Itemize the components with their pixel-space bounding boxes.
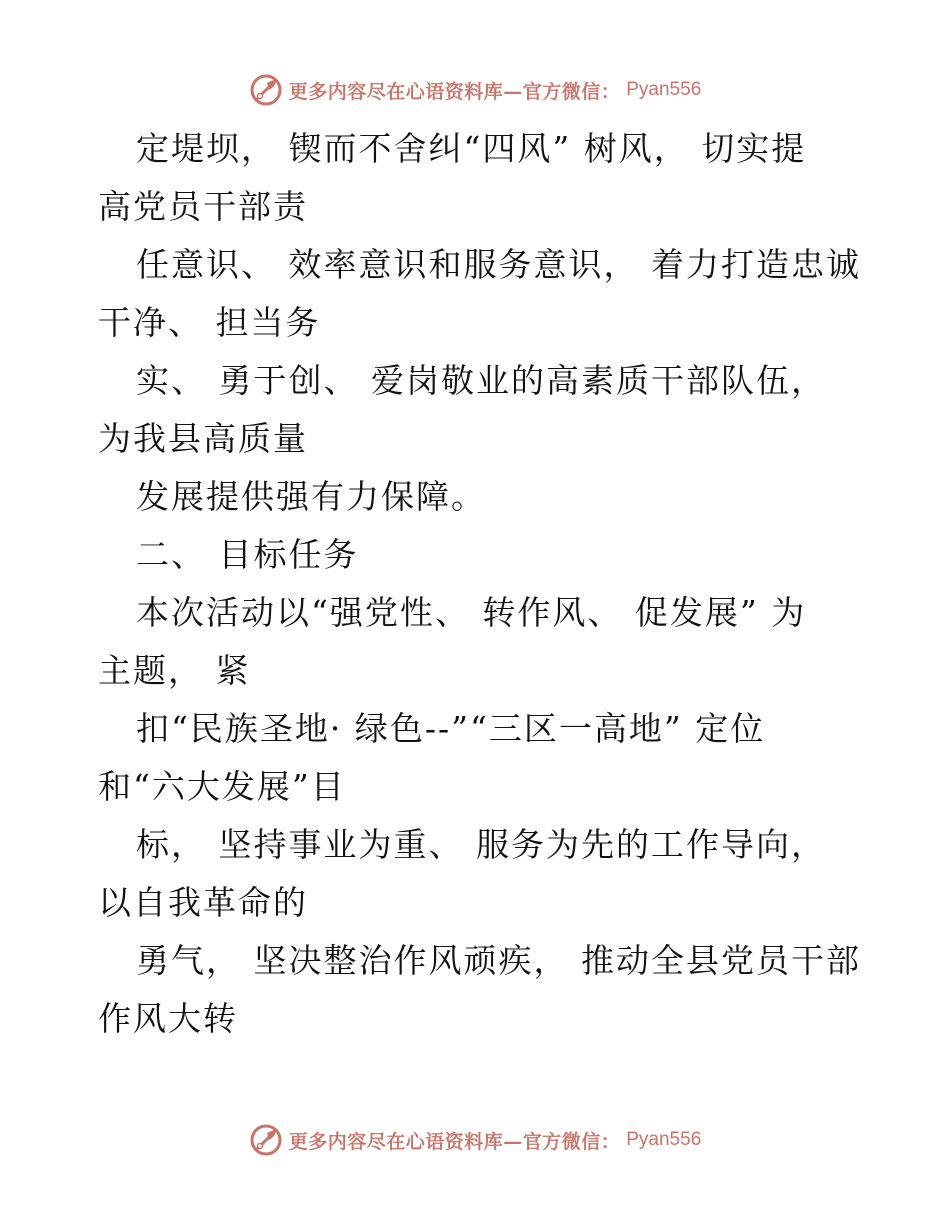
text-line: 主题， 紧	[98, 651, 251, 690]
text-line: 勇气， 坚决整治作风顽疾， 推动全县党员干部	[136, 941, 861, 980]
watermark-wechat-id: Pyan556	[626, 79, 702, 100]
footer-watermark	[0, 1120, 950, 1160]
text-line: 本次活动以“强党性、 转作风、 促发展” 为	[136, 593, 807, 632]
watermark-text: 更多内容尽在心语资料库—官方微信：	[288, 1130, 621, 1153]
text-line: 实、 勇于创、 爱岗敬业的高素质干部队伍，	[136, 361, 826, 400]
text-line: 为我县高质量	[98, 419, 308, 458]
text-line: 和“六大发展”目	[98, 767, 346, 806]
text-line: 干净、 担当务	[98, 303, 321, 342]
text-line: 定堤坝， 锲而不舍纠“四风” 树风， 切实提	[136, 129, 807, 168]
watermark-wechat-id: Pyan556	[626, 1129, 702, 1150]
text-line: 扣“民族圣地· 绿色--”“三区一高地” 定位	[136, 709, 766, 748]
text-line: 任意识、 效率意识和服务意识， 着力打造忠诚	[136, 245, 861, 284]
quill-pen-seal-icon	[249, 73, 283, 107]
text-line: 高党员干部责	[98, 187, 308, 226]
text-line: 作风大转	[98, 999, 238, 1038]
text-line: 标， 坚持事业为重、 服务为先的工作导向，	[136, 825, 826, 864]
quill-pen-seal-icon	[249, 1123, 283, 1157]
text-line: 发展提供强有力保障。	[136, 477, 486, 516]
header-watermark	[0, 70, 950, 110]
section-heading: 二、 目标任务	[136, 535, 359, 574]
text-line: 以自我革命的	[98, 883, 308, 922]
watermark-text: 更多内容尽在心语资料库—官方微信：	[288, 80, 621, 103]
body-text	[98, 120, 861, 1048]
